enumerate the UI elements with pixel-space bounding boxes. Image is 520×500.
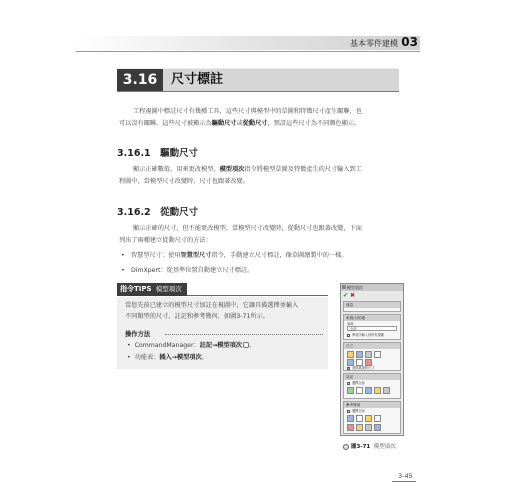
chapter-number: 03: [401, 35, 418, 49]
dotted-divider: [165, 334, 323, 335]
source-label: 來源：: [347, 322, 357, 326]
reference-type-icon[interactable]: [356, 415, 363, 422]
reference-type-icon[interactable]: [347, 415, 354, 422]
annotations-group: [343, 373, 401, 399]
figure-icon: [343, 444, 349, 450]
annotation-type-icon[interactable]: [374, 387, 381, 394]
command-path: 註記→模型項次: [199, 342, 243, 349]
list-item: • 智慧型尺寸：使用智慧型尺寸指令，手動建立尺寸標註，像草圖繪製中的一樣。: [121, 252, 348, 259]
reference-type-icon[interactable]: [347, 424, 354, 431]
chapter-title: 基本零件建模: [350, 39, 398, 48]
reference-type-icon[interactable]: [365, 424, 372, 431]
reference-type-icon[interactable]: [365, 415, 372, 422]
driving-line-1: 顯示正確數值，用來更改模型。模型項次指令將模型草圖及特徵產生的尺寸輸入到工: [133, 166, 362, 173]
select-all-checkbox[interactable]: [347, 382, 350, 385]
driving-dimension-term: 驅動尺寸: [211, 120, 237, 127]
figure-caption: 圖3-71 模型項次: [343, 443, 396, 451]
source-destination-group: [343, 314, 401, 340]
section-title: 尺寸標註: [171, 72, 224, 87]
dimension-type-icon[interactable]: [365, 351, 372, 358]
select-all-label: 選擇全部: [352, 409, 365, 413]
driven-line-1: 顯示正確的尺寸，但不能更改模型。當模型尺寸改變時，從動尺寸也跟著改變，下面: [133, 225, 362, 232]
subsection-heading-driven: 3.16.2 從動尺寸: [117, 207, 199, 218]
dimension-type-icon[interactable]: [374, 351, 381, 358]
annotation-type-icon[interactable]: [347, 387, 354, 394]
chapter-header-bar: [76, 36, 420, 50]
model-items-icon: [342, 285, 346, 289]
tips-badge: 指令TIPS 模型項次: [117, 283, 187, 296]
model-items-term: 模型項次: [219, 166, 245, 173]
driving-line-2: 程圖中，當模型尺寸改變時，尺寸也跟著改變。: [119, 178, 249, 185]
reference-type-icon[interactable]: [374, 424, 381, 431]
group-header[interactable]: 尺寸: [344, 343, 400, 349]
eliminate-duplicates-checkbox[interactable]: [347, 367, 350, 370]
select-all-label: 選擇全部: [352, 381, 365, 385]
annotation-type-icon[interactable]: [383, 387, 390, 394]
intro-line-1: 工程視圖中標註尺寸有幾種工具，這些尺寸與模型中的草圖和特徵尺寸產生關聯，也: [133, 108, 362, 115]
command-tips-box: [117, 283, 328, 369]
annotation-type-icon[interactable]: [356, 387, 363, 394]
intro-line-2: 可以沒有關聯。這些尺寸被顯示為驅動尺寸或從動尺寸，預設這些尺寸為不同顏色顯示。: [119, 120, 361, 127]
dimensions-group: [343, 342, 401, 371]
dimension-type-icon[interactable]: [356, 351, 363, 358]
subsection-heading-driving: 3.16.1 驅動尺寸: [117, 148, 199, 159]
dimension-type-icon[interactable]: [347, 359, 354, 366]
driven-line-2: 列出了兩種建立從動尺寸的方法：: [119, 237, 212, 244]
driven-dimension-term: 從動尺寸: [242, 120, 268, 127]
list-item: • DimXpert：從基準位置自動建立尺寸標註。: [121, 267, 254, 274]
dimension-type-icon[interactable]: [356, 359, 363, 366]
list-item: • 功能表：插入→模型項次。: [127, 354, 208, 361]
dimension-type-icon[interactable]: [365, 359, 372, 366]
dimension-type-icon[interactable]: [347, 351, 354, 358]
page-number: 3-45: [398, 472, 413, 480]
operation-heading: 操作方法: [125, 331, 151, 338]
ok-icon[interactable]: ✔: [343, 292, 349, 299]
select-all-checkbox[interactable]: [347, 410, 350, 413]
reference-type-icon[interactable]: [374, 415, 381, 422]
tips-text: 當您先前已建立的模型尺寸加註在視圖中，它讓具備選擇並輸入 不同類型的尺寸、註記和參考幾何，如圖3-71所示。: [125, 302, 299, 320]
model-items-property-manager: [340, 283, 404, 436]
eliminate-label: 消除重複的尺寸: [352, 366, 375, 370]
panel-title: 模型項次: [341, 284, 403, 291]
group-header[interactable]: 訊息: [344, 302, 400, 308]
group-header[interactable]: 來源/目的地: [344, 315, 400, 321]
annotation-type-icon[interactable]: [365, 387, 372, 394]
section-number: 3.16: [117, 69, 163, 91]
message-group: [343, 301, 401, 312]
tips-body: [117, 297, 328, 369]
tips-header: [117, 283, 328, 296]
source-select[interactable]: 全部: [347, 326, 397, 331]
header-divider: [76, 51, 420, 52]
list-item: • CommandManager：註記→模型項次 。: [127, 342, 256, 349]
reference-type-icon[interactable]: [356, 424, 363, 431]
cancel-icon[interactable]: ✖: [350, 292, 356, 299]
reference-geometry-group: [343, 401, 401, 434]
group-header[interactable]: 註記: [344, 374, 400, 380]
section-title-box: [117, 68, 399, 92]
smart-dimension-term: 智慧型尺寸: [180, 252, 212, 259]
import-checkbox[interactable]: [347, 334, 350, 337]
import-label: 將項次輸入到所有視圖: [352, 333, 384, 337]
group-header[interactable]: 參考幾何: [344, 402, 400, 408]
menu-path: 插入→模型項次: [159, 354, 202, 361]
page-number-rule: [392, 481, 416, 482]
